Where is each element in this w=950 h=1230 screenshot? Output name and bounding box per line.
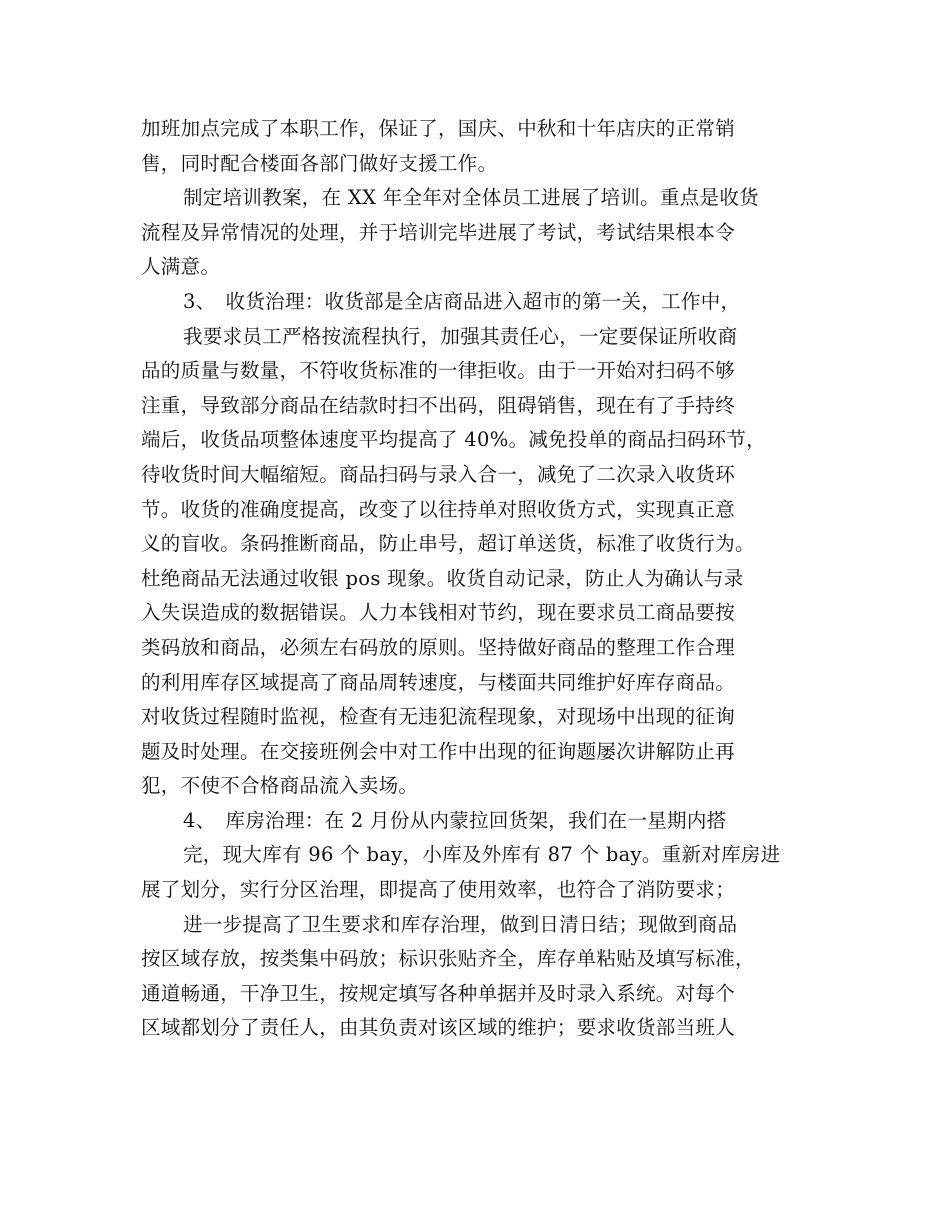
text-line: 我要求员工严格按流程执行，加强其责任心，一定要保证所收商 xyxy=(183,324,738,348)
text-line: 售，同时配合楼面各部门做好支援工作。 xyxy=(141,151,498,175)
text-line: 犯，不使不合格商品流入卖场。 xyxy=(141,774,419,798)
text-line: 流程及异常情况的处理，并于培训完毕进展了考试，考试结果根本令 xyxy=(141,220,736,244)
text-line: 展了划分，实行分区治理，即提高了使用效率，也符合了消防要求； xyxy=(141,878,736,902)
text-line: 完，现大库有 96 个 bay，小库及外库有 87 个 bay。重新对库房进 xyxy=(183,843,781,867)
text-line: 待收货时间大幅缩短。商品扫码与录入合一，减免了二次录入收货环 xyxy=(141,462,736,486)
text-line: 品的质量与数量，不符收货标准的一律拒收。由于一开始对扫码不够 xyxy=(141,359,736,383)
text-line: 制定培训教案，在 XX 年全年对全体员工进展了培训。重点是收货 xyxy=(183,186,759,210)
text-line: 加班加点完成了本职工作，保证了，国庆、中秋和十年店庆的正常销 xyxy=(141,117,736,140)
section-heading-3: 3、 收货治理：收货部是全店商品进入超市的第一关，工作中， xyxy=(183,289,741,313)
text-line: 区域都划分了责任人，由其负责对该区域的维护；要求收货部当班人 xyxy=(141,1016,736,1040)
text-line: 按区域存放，按类集中码放；标识张贴齐全，库存单粘贴及填写标准， xyxy=(141,947,755,971)
section-heading-4: 4、 库房治理：在 2 月份从内蒙拉回货架，我们在一星期内搭 xyxy=(183,808,727,832)
text-line: 注重，导致部分商品在结款时扫不出码，阻碍销售，现在有了手持终 xyxy=(141,393,736,417)
text-line: 题及时处理。在交接班例会中对工作中出现的征询题屡次讲解防止再 xyxy=(141,739,736,763)
text-line: 通道畅通，干净卫生，按规定填写各种单据并及时录入系统。对每个 xyxy=(141,981,736,1005)
text-line: 入失误造成的数据错误。人力本钱相对节约，现在要求员工商品要按 xyxy=(141,601,736,625)
text-line: 进一步提高了卫生要求和库存治理，做到日清日结；现做到商品 xyxy=(183,912,738,936)
text-line: 端后，收货品项整体速度平均提高了 40%。减免投单的商品扫码环节， xyxy=(141,428,766,452)
document-body xyxy=(141,112,831,1046)
text-line: 对收货过程随时监视，检查有无违犯流程现象，对现场中出现的征询 xyxy=(141,705,736,729)
text-line: 人满意。 xyxy=(141,255,221,279)
text-line: 类码放和商品，必须左右码放的原则。坚持做好商品的整理工作合理 xyxy=(141,635,736,659)
text-line: 节。收货的准确度提高，改变了以往持单对照收货方式，实现真正意 xyxy=(141,497,736,521)
text-line: 杜绝商品无法通过收银 pos 现象。收货自动记录，防止人为确认与录 xyxy=(141,566,744,590)
text-line: 的利用库存区域提高了商品周转速度，与楼面共同维护好库存商品。 xyxy=(141,670,736,694)
text-line: 义的盲收。条码推断商品，防止串号，超订单送货，标准了收货行为。 xyxy=(141,532,755,556)
